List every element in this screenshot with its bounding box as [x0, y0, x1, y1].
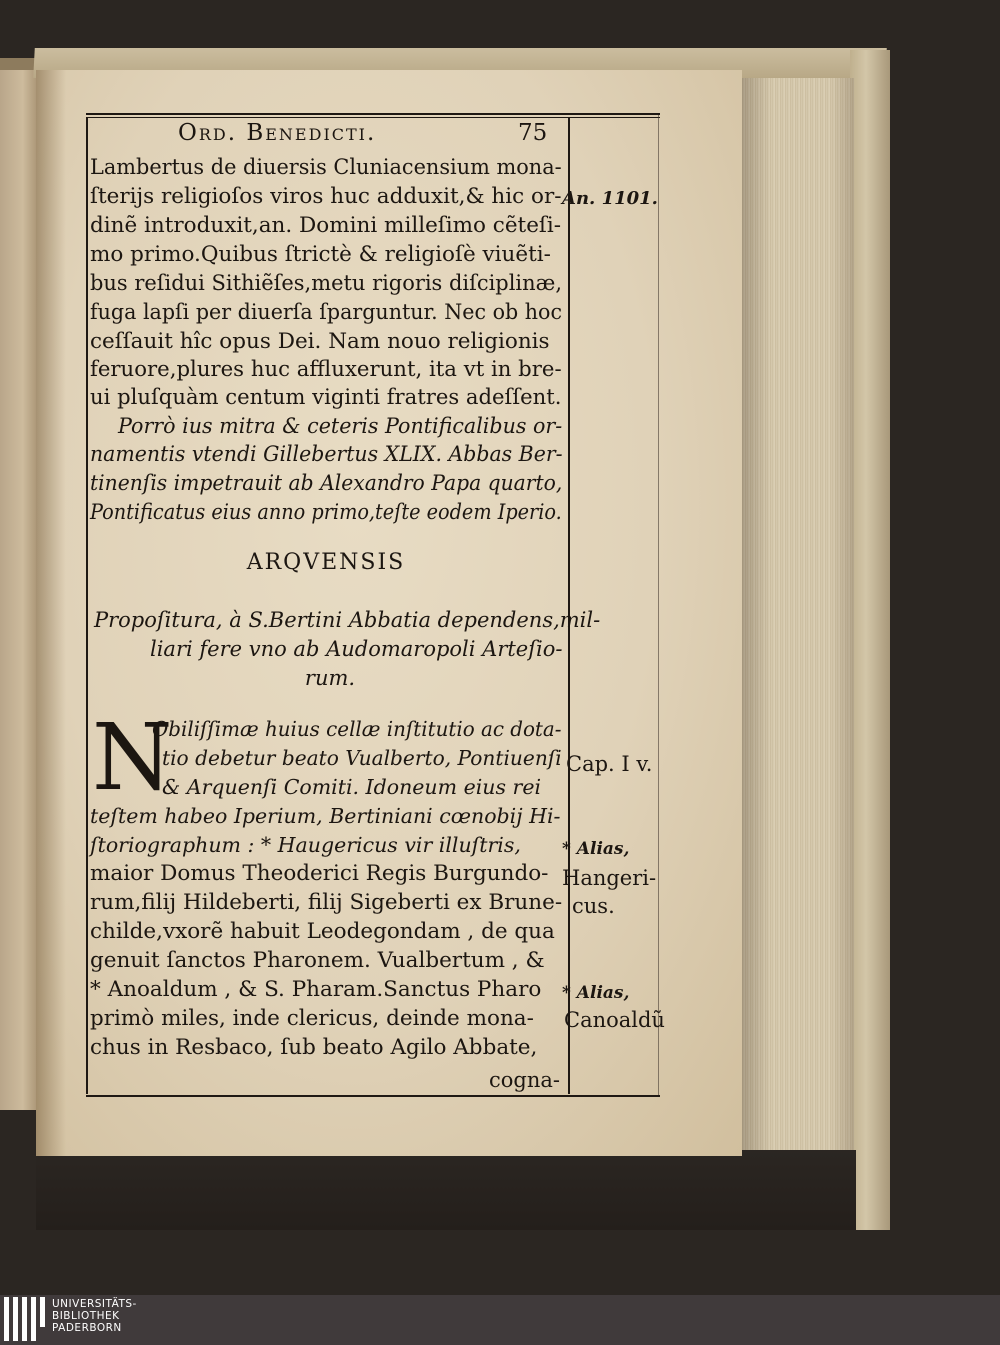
- text-line: rum,filij Hildeberti, filij Sigeberti ex Brune-: [90, 890, 563, 915]
- text-line: tio debetur beato Vualberto, Pontiuenſi: [162, 746, 562, 770]
- text-line: bus reſidui Sithiẽſes,metu rigoris diſciplinæ,: [90, 271, 563, 296]
- text-line: & Arquenſi Comiti. Idoneum eius rei: [162, 775, 542, 799]
- text-line: genuit ſanctos Pharonem. Vualbertum , &: [90, 948, 545, 973]
- margin-rule: [658, 115, 659, 1095]
- top-rule: [86, 113, 660, 115]
- text-line: Porrò ius mitra & ceteris Pontificalibus or-: [118, 414, 563, 439]
- text-line: Lambertus de diuersis Cluniacensium mona-: [90, 155, 562, 180]
- text-line: namentis vtendi Gillebertus XLIX. Abbas Ber-: [90, 442, 563, 467]
- text-line: Obiliſſimæ huius cellæ inſtitutio ac dota-: [152, 717, 562, 741]
- library-logo-text: UNIVERSITÄTS- BIBLIOTHEK PADERBORN: [52, 1298, 137, 1334]
- text-line: mo primo.Quibus ſtrictè & religioſè viuẽti-: [90, 242, 551, 267]
- page-number: 75: [518, 120, 548, 146]
- text-line: childe,vxorẽ habuit Leodegondam , de qua: [90, 919, 555, 944]
- subtitle-line: rum.: [304, 666, 356, 690]
- text-line: Pontificatus eius anno primo,teſte eodem Iperio.: [90, 500, 562, 525]
- subtitle-line: liari fere vno ab Audomaropoli Arteſio-: [150, 637, 563, 661]
- footer-bar: [0, 1295, 1000, 1345]
- text-line: ſterijs religioſos viros huc adduxit,& hic or-: [90, 184, 562, 209]
- text-line: maior Domus Theoderici Regis Burgundo-: [90, 861, 549, 886]
- running-header: [178, 120, 558, 150]
- margin-note-year: An. 1101.: [562, 188, 658, 209]
- text-line: feruore,plures huc affluxerunt, ita vt in bre-: [90, 357, 562, 382]
- section-title: ARQVENSIS: [246, 550, 406, 575]
- subtitle-line: Propoſitura, à S.Bertini Abbatia dependens,mil-: [94, 608, 601, 632]
- text-line: primò miles, inde clericus, deinde mona-: [90, 1006, 534, 1031]
- running-title: Ord. Benedicti.: [178, 120, 377, 146]
- text-line: * Anoaldum , & S. Pharam.Sanctus Pharo: [90, 977, 542, 1002]
- margin-note-alias: * Alias,: [562, 983, 630, 1003]
- text-line: ceſſauit hîc opus Dei. Nam nouo religionis: [90, 329, 550, 354]
- book-spine: [850, 50, 890, 1230]
- bottom-rule: [86, 1095, 660, 1097]
- margin-note-alias-text: Hangeri-: [562, 866, 657, 890]
- left-page-edge: [0, 70, 38, 1110]
- margin-note-alias-text: cus.: [572, 894, 615, 918]
- text-line: ſtoriographum : * Haugericus vir illuſtris,: [90, 833, 521, 857]
- text-line: fuga lapſi per diuerſa ſparguntur. Nec ob hoc: [90, 300, 562, 325]
- catchword: cogna-: [489, 1068, 560, 1092]
- text-line: chus in Resbaco, ſub beato Agilo Abbate,: [90, 1035, 538, 1060]
- drop-cap: N: [92, 704, 173, 811]
- margin-note-alias-text: Canoaldũ: [564, 1008, 665, 1032]
- margin-note-chapter: Cap. I v.: [566, 752, 653, 776]
- text-line: dinẽ introduxit,an. Domini milleſimo cẽteſi-: [90, 213, 562, 238]
- margin-note-alias: * Alias,: [562, 839, 630, 859]
- text-line: tinenſis impetrauit ab Alexandro Papa quarto,: [90, 471, 563, 496]
- library-logo-icon: [4, 1297, 44, 1341]
- text-line: teſtem habeo Iperium, Bertiniani cœnobij Hi-: [90, 804, 561, 828]
- text-line: ui pluſquàm centum viginti fratres adeſſent.: [90, 385, 562, 410]
